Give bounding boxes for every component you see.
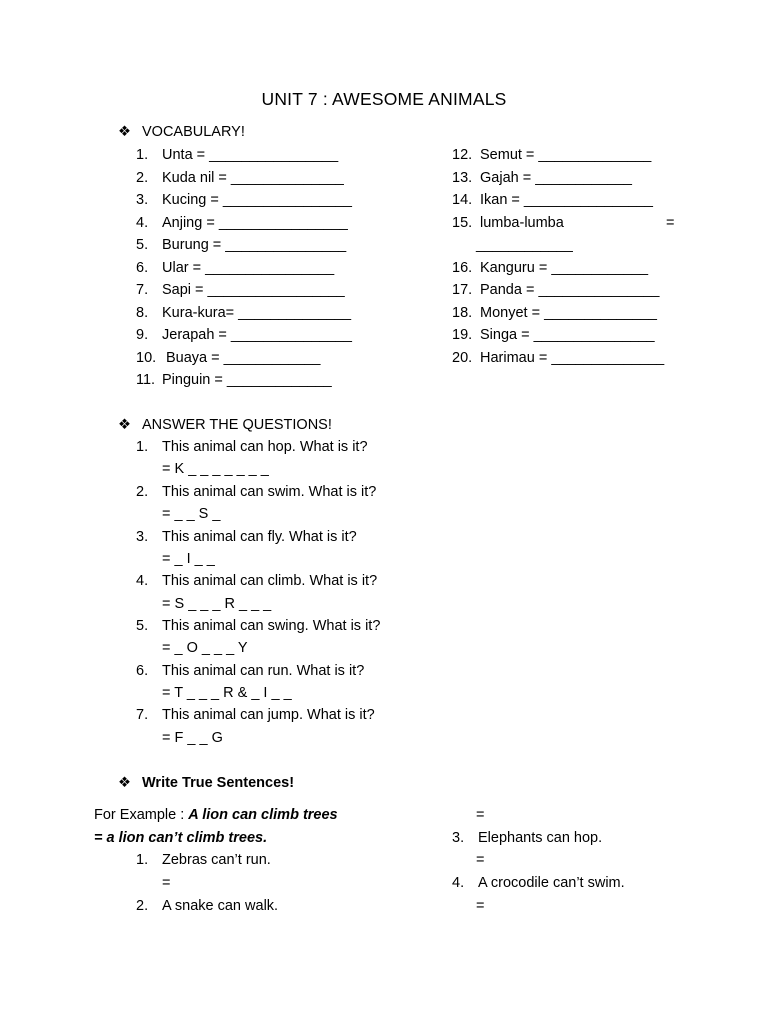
list-item [136, 147, 338, 163]
diamond-bullet-icon: ❖ [118, 124, 131, 140]
diamond-bullet-icon: ❖ [118, 417, 131, 433]
sentence-answer-equals: = [162, 875, 171, 891]
sentences-heading-text: Write True Sentences! [142, 775, 295, 791]
sentence-item [136, 852, 271, 868]
item-number: 13. [452, 169, 473, 186]
item-text: Jerapah = _______________ [162, 327, 352, 343]
question-item [136, 573, 377, 589]
item-text: Kuda nil = ______________ [162, 169, 344, 186]
item-number: 9. [136, 327, 149, 343]
item-text: Buaya = ____________ [166, 349, 321, 366]
item-text: Sapi = _________________ [162, 282, 345, 298]
list-item [136, 372, 332, 388]
sentence-text: A crocodile can’t swim. [478, 875, 625, 891]
item15-equals: = [666, 214, 675, 231]
vocabulary-heading-text: VOCABULARY! [142, 124, 245, 140]
item-text: Kanguru = ____________ [480, 259, 649, 276]
vocabulary-heading [118, 124, 245, 140]
item-text: Anjing = ________________ [162, 214, 348, 231]
item-number: 10. [136, 349, 157, 366]
item-number: 3. [136, 529, 149, 545]
item-number: 1. [136, 852, 149, 868]
item-text: Monyet = ______________ [480, 304, 657, 321]
item-number: 20. [452, 349, 473, 366]
sentence-answer-equals: = [476, 852, 485, 868]
example-answer: = a lion can’t climb trees. [94, 830, 268, 846]
item-number: 4. [136, 573, 149, 589]
item-number: 5. [136, 618, 149, 634]
question-item [136, 707, 375, 723]
page-title: UNIT 7 : AWESOME ANIMALS [261, 89, 507, 109]
question-text: This animal can climb. What is it? [162, 573, 378, 589]
sentence-text: A snake can walk. [162, 898, 279, 914]
answer-blank: = S _ _ _ R _ _ _ [162, 596, 272, 612]
question-text: This animal can fly. What is it? [162, 529, 357, 545]
item-number: 12. [452, 147, 473, 163]
item-number: 16. [452, 259, 473, 276]
item15-blank: ____________ [476, 237, 573, 253]
list-item [452, 350, 664, 366]
item-text: Harimau = ______________ [480, 349, 665, 366]
item-number: 14. [452, 192, 473, 208]
sentence-answer-equals: = [476, 807, 485, 823]
answer-blank: = T _ _ _ R & _ I _ _ [162, 685, 292, 701]
example-text: A lion can climb trees [188, 807, 338, 823]
question-text: This animal can swim. What is it? [162, 484, 377, 500]
item-text: Kura-kura= ______________ [162, 304, 352, 321]
item-text: Panda = _______________ [480, 282, 660, 298]
item-number: 2. [136, 484, 149, 500]
list-item [452, 215, 564, 231]
list-item [136, 192, 352, 208]
question-item [136, 484, 376, 500]
item-number: 7. [136, 707, 149, 723]
list-item [136, 350, 320, 366]
item-text: Ular = ________________ [162, 259, 335, 276]
item-number: 11. [136, 372, 156, 388]
item-number: 5. [136, 237, 149, 253]
item-number: 3. [136, 192, 149, 208]
list-item [452, 282, 659, 298]
item-number: 18. [452, 304, 473, 321]
item-number: 1. [136, 147, 149, 163]
questions-heading-text: ANSWER THE QUESTIONS! [142, 417, 332, 433]
question-text: This animal can swing. What is it? [162, 618, 381, 634]
example-line [94, 807, 338, 823]
question-item [136, 529, 357, 545]
item-text: lumba-lumba [480, 214, 564, 231]
answer-blank: = _ I _ _ [162, 551, 215, 567]
list-item [452, 192, 653, 208]
answer-blank: = K _ _ _ _ _ _ _ [162, 461, 269, 477]
list-item [136, 327, 352, 343]
list-item [452, 305, 657, 321]
sentences-heading [118, 775, 294, 791]
item-text: Pinguin = _____________ [162, 372, 332, 388]
example-label: For Example : [94, 807, 189, 823]
sentence-answer-equals: = [476, 898, 485, 914]
item-text: Semut = ______________ [480, 147, 652, 163]
item-number: 15. [452, 214, 473, 231]
questions-heading [118, 417, 332, 433]
answer-blank: = _ _ S _ [162, 506, 221, 522]
list-item [452, 170, 632, 186]
list-item [452, 327, 655, 343]
item-text: Kucing = ________________ [162, 192, 352, 208]
item-number: 1. [136, 439, 149, 455]
sentence-item [136, 898, 278, 914]
diamond-bullet-icon: ❖ [118, 775, 131, 791]
item-text: Burung = _______________ [162, 237, 347, 253]
item-number: 2. [136, 169, 149, 186]
item-number: 4. [136, 214, 149, 231]
question-text: This animal can run. What is it? [162, 663, 365, 679]
item-number: 8. [136, 304, 149, 321]
item-text: Unta = ________________ [162, 147, 339, 163]
question-text: This animal can hop. What is it? [162, 439, 368, 455]
question-item [136, 439, 368, 455]
question-item [136, 663, 364, 679]
item-number: 7. [136, 282, 149, 298]
sentence-text: Zebras can’t run. [162, 852, 271, 868]
sentence-item [452, 875, 625, 891]
item-number: 3. [452, 830, 465, 846]
item-number: 6. [136, 259, 149, 276]
sentence-text: Elephants can hop. [478, 830, 603, 846]
answer-blank: = _ O _ _ _ Y [162, 640, 248, 656]
list-item [452, 147, 651, 163]
list-item [136, 170, 344, 186]
list-item [136, 305, 351, 321]
list-item [452, 260, 648, 276]
question-text: This animal can jump. What is it? [162, 707, 375, 723]
question-item [136, 618, 380, 634]
list-item [136, 282, 345, 298]
list-item [136, 260, 334, 276]
item-text: Ikan = ________________ [480, 192, 653, 208]
list-item [136, 237, 346, 253]
item-number: 4. [452, 875, 465, 891]
item-text: Singa = _______________ [480, 327, 655, 343]
answer-blank: = F _ _ G [162, 730, 223, 746]
sentence-item [452, 830, 602, 846]
item-number: 6. [136, 663, 149, 679]
item-number: 19. [452, 327, 473, 343]
item-number: 2. [136, 898, 149, 914]
item-text: Gajah = ____________ [480, 169, 632, 186]
item-number: 17. [452, 282, 473, 298]
list-item [136, 215, 348, 231]
